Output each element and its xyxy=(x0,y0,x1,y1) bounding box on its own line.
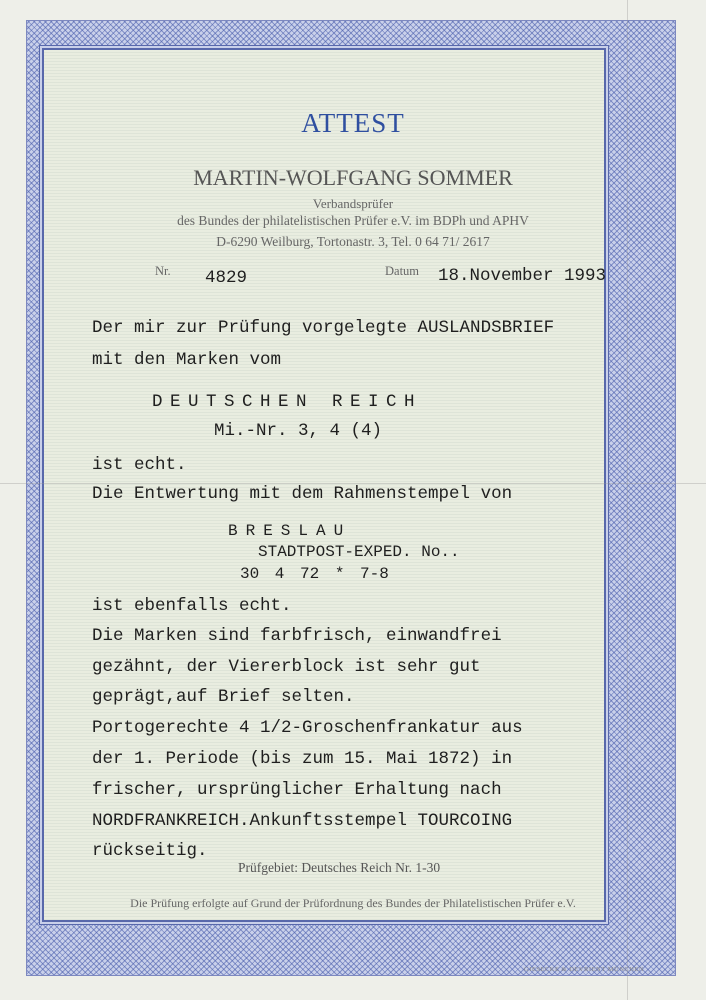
printer-imprint: GIESECKE & DEVRIENT MÜNCHEN xyxy=(524,966,645,973)
body-line: mit den Marken vom xyxy=(92,350,282,370)
footer-statement: Die Prüfung erfolgte auf Grund der Prüfordnung des Bundes der Philatelistischen Prüfer e.V. xyxy=(130,896,576,910)
body-line: frischer, ursprünglicher Erhaltung nach xyxy=(92,780,502,800)
examiner-address: D-6290 Weilburg, Tortonastr. 3, Tel. 0 64 71/ 2617 xyxy=(216,234,490,249)
certificate-title: ATTEST xyxy=(301,108,405,138)
examiner-role: Verbandsprüfer xyxy=(312,196,394,211)
body-line: der 1. Periode (bis zum 15. Mai 1872) in xyxy=(92,749,513,769)
body-line: Der mir zur Prüfung vorgelegte AUSLANDSBRIEF xyxy=(92,318,555,338)
nr-label: Nr. xyxy=(155,264,171,278)
body-line: Die Entwertung mit dem Rahmenstempel von xyxy=(92,484,513,504)
examination-scope: Prüfgebiet: Deutsches Reich Nr. 1-30 xyxy=(238,860,441,875)
fold-line-vertical xyxy=(627,0,628,1000)
nr-value: 4829 xyxy=(205,268,248,288)
cancel-date-line: 30 4 72 * 7-8 xyxy=(240,565,389,583)
body-line: Portogerechte 4 1/2-Groschenfrankatur aus xyxy=(92,718,523,738)
body-line: gezähnt, der Viererblock ist sehr gut xyxy=(92,657,481,677)
country-line: DEUTSCHEN REICH xyxy=(152,392,423,412)
body-line: ist echt. xyxy=(92,455,187,475)
body-line: NORDFRANKREICH.Ankunftsstempel TOURCOING xyxy=(92,811,513,831)
body-line: ist ebenfalls echt. xyxy=(92,596,292,616)
datum-value: 18.November 1993 xyxy=(438,266,607,286)
cancel-city-line: BRESLAU xyxy=(228,522,352,540)
catalog-number-line: Mi.-Nr. 3, 4 (4) xyxy=(214,421,383,441)
datum-label: Datum xyxy=(385,264,420,278)
body-line: Die Marken sind farbfrisch, einwandfrei xyxy=(92,626,502,646)
examiner-name: MARTIN-WOLFGANG SOMMER xyxy=(193,165,513,190)
cancel-office-line: STADTPOST-EXPED. No.. xyxy=(258,543,460,561)
body-line: geprägt,auf Brief selten. xyxy=(92,687,355,707)
body-line: rückseitig. xyxy=(92,841,208,861)
examiner-association: des Bundes der philatelistischen Prüfer e.V. im BDPh und APHV xyxy=(177,213,529,228)
